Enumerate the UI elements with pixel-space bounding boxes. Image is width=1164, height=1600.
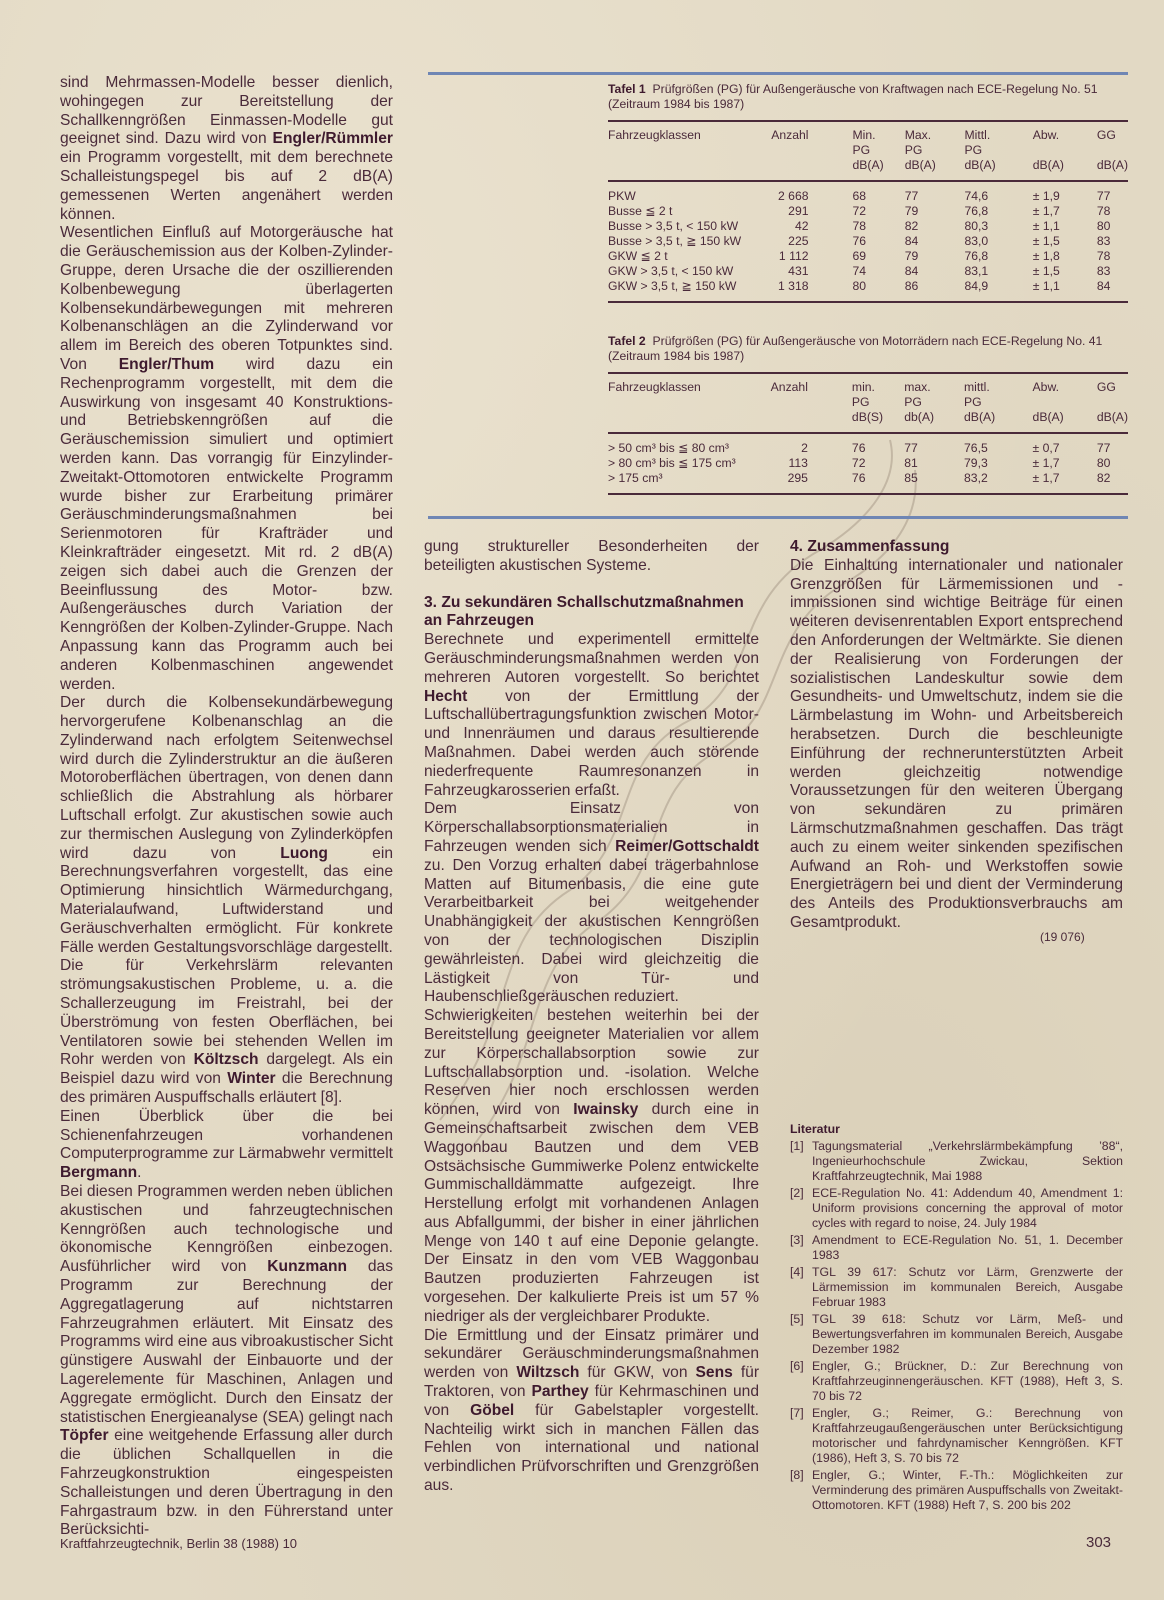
table-cell: 83	[1096, 264, 1111, 278]
author-name: Luong	[280, 844, 328, 862]
table-cell: > 50 cm³ bis ≦ 80 cm³	[608, 441, 729, 455]
table-label: Tafel 1	[608, 82, 646, 96]
reference-text: Engler, G.; Brückner, D.: Zur Berechnung von Kraftfahrzeuginnengeräuschen. KFT (1988), Heft 3, S. 70 bis 72	[812, 1359, 1123, 1403]
table-cell: 83,0	[964, 234, 989, 248]
reference-item	[790, 1359, 1123, 1404]
table-cell: 80,3	[964, 219, 989, 233]
table-row	[608, 219, 1128, 234]
reference-text: Amendment to ECE-Regulation No. 51, 1. December 1983	[812, 1233, 1123, 1262]
table-cell: 69	[852, 249, 867, 263]
text-run: durch eine in Gemeinschaftsarbeit zwischen dem VEB Waggonbau Bautzen und dem VEB Ostsächsische Gummiwerke Polenz entwickelte Gummischalldämmatte aufgezeigt. Ihre Herstellung erfolgt mit vorhandenen Anlagen aus Abfallgummi, der bisher in einer jährlichen Menge von 140 t auf eine Deponie gelangte. Der Einsatz in den vom VEB Waggonbau Bautzen produzierten Fahrzeugen ist vorgesehen. Der kalkulierte Preis ist um 57 % niedriger als der vergleichbarer Produkte.	[424, 1101, 759, 1325]
table-cell: 431	[788, 264, 809, 278]
column-header: Anzahl	[755, 121, 830, 181]
column-header: GG dB(A)	[1097, 373, 1128, 433]
text-run: sind Mehrmassen-Modelle besser dienlich, wohingegen zur Bereitstellung der Schallkenngrößen Einmassen-Modelle gut geeignet sind. Dazu wird von	[60, 74, 393, 148]
table-cell: 85	[904, 471, 964, 494]
table-cell: 72	[852, 204, 867, 218]
paragraph	[790, 557, 1123, 933]
text-run: Die Einhaltung internationaler und nationaler Grenzgrößen für Lärmemissionen und -immissionen sind wichtige Beiträge für einen weiteren devisenrentablen Export entsprechend den Anforderungen der Weltmärkte. Sie dienen der Realisierung von Forderungen der sozialistischen Landeskultur sowie dem Gesundheits- und Umweltschutz, indem sie die Lärmbelastung im Wohn- und Arbeitsbereich herabsetzen. Durch die beschleunigte Einführung der rechnerunterstützten Arbeit werden gleichzeitig notwendige Voraussetzungen für den weiteren Übergang von sekundären zu primären Lärmschutzmaßnahmen geschaffen. Das trägt auch zu einem weiter sinkenden spezifischen Aufwand an Roh- und Werkstoffen sowie Energieträgern bei und dient der Verminderung des Anteils des Produktionsverbrauchs am Gesamtprodukt.	[790, 556, 1123, 931]
paragraph	[60, 74, 393, 224]
column-2	[424, 538, 759, 1496]
table-row	[608, 234, 1128, 249]
table-cell: 68	[852, 189, 867, 203]
table-cell: 77	[904, 441, 918, 455]
reference-text: TGL 39 617: Schutz vor Lärm, Grenzwerte der Lärmemission im kommunalen Bereich, Ausgabe Februar 1983	[812, 1265, 1123, 1309]
table-row	[608, 181, 1128, 204]
table-caption	[608, 82, 1128, 112]
table-cell: 76	[852, 234, 867, 248]
reference-number: [3]	[790, 1233, 804, 1247]
table-header-row	[608, 121, 1128, 181]
text-run: Dem Einsatz von Körperschallabsorptionsmaterialien in Fahrzeugen wenden sich	[424, 800, 759, 855]
table-cell: ± 1,7	[1032, 456, 1060, 470]
reference-number: [7]	[790, 1406, 804, 1420]
text-run: dargelegt. Als ein Beispiel dazu wird von	[60, 1051, 393, 1088]
text-run: zu. Den Vorzug erhalten dabei trägerbahnlose Matten auf Bitumenbasis, die eine gute Verarbeitbarkeit bei weitgehender Unabhängigkeit der akustischen Kenngrößen von der technologischen Disziplin gewährleisten. Dabei wird gleichzeitig die Lästigkeit von Tür- und Haubenschließgeräuschen reduziert.	[424, 856, 759, 1006]
reference-item	[790, 1312, 1123, 1357]
table-cell: 291	[788, 204, 809, 218]
reference-item	[790, 1265, 1123, 1310]
table-header-row	[608, 373, 1128, 433]
reference-item	[790, 1406, 1123, 1466]
column-2-body	[424, 631, 759, 1496]
table-cell: 77	[1096, 441, 1111, 455]
table-cell: 80	[831, 279, 905, 302]
author-name: Hecht	[424, 687, 468, 705]
table-cell: 81	[904, 456, 918, 470]
text-run: das Programm zur Berechnung der Aggregatlagerung auf nichtstarren Fahrzeugrahmen erläutert. Mit Einsatz des Programms wird eine aus vibroakustischer Sicht günstigere Auswahl der Einbauorte und der Lagerelemente für Maschinen, Anlagen und Aggregate ermöglicht. Durch den Einsatz der statistischen Energieanalyse (SEA) gelingt nach	[60, 1258, 393, 1426]
reference-item	[790, 1186, 1123, 1231]
column-header: Abw. dB(A)	[1033, 121, 1097, 181]
text-run: für Kehrmaschinen und von	[424, 1383, 760, 1419]
table-cell: 82	[1097, 471, 1128, 494]
table-cell: GKW > 3,5 t, < 150 kW	[608, 264, 734, 278]
text-run: für Gabelstapler vorgestellt. Nachteilig wirkt sich in manchen Fällen das Fehlen von international und national verbindlichen Prüfvorschriften und Grenzgrößen aus.	[424, 1401, 759, 1495]
table-cell: > 80 cm³ bis ≦ 175 cm³	[608, 456, 736, 470]
spacer	[424, 576, 759, 594]
table-cell: 295	[755, 471, 830, 494]
reference-text: Tagungsmaterial „Verkehrslärmbekämpfung ’88“, Ingenieurhochschule Zwickau, Sektion Kraftfahrzeugtechnik, Mai 1988	[812, 1139, 1123, 1183]
text-run: Schwierigkeiten bestehen weiterhin bei der Bereitstellung geeigneter Materialien vor allem zur Körperschallabsorption sowie zur Luftschallabsorption und. -isolation. Welche Reserven hier noch erschlossen werden können, wird von	[424, 1007, 759, 1119]
table-cell: 79	[904, 204, 919, 218]
reference-item	[790, 1139, 1123, 1184]
column-header: Fahrzeugklassen	[608, 373, 755, 433]
section-heading-3: 3. Zu sekundären Schallschutzmaßnahmen an Fahrzeugen	[424, 593, 744, 630]
author-name: Bergmann	[60, 1164, 138, 1182]
reference-number: [4]	[790, 1265, 804, 1279]
table-row	[608, 433, 1128, 456]
table-cell: 2	[801, 441, 808, 455]
column-header: Anzahl	[755, 373, 830, 433]
author-name: Göbel	[470, 1401, 515, 1419]
table-cell: 84,9	[964, 279, 1032, 302]
reference-number: [6]	[790, 1359, 804, 1373]
paragraph	[424, 1327, 759, 1496]
text-run: eine weitgehende Erfassung aller durch die üblichen Schallquellen in die Fahrzeugkonstruktion eingespeisten Schalleistungen und deren Übertragung in den Fahrgastraum bzw. in den Führerstand unter Berücksichti-	[60, 1427, 393, 1539]
paragraph	[60, 1183, 393, 1540]
table-cell: 113	[788, 456, 808, 470]
table-cell: 225	[788, 234, 809, 248]
table-cell: 77	[1096, 189, 1111, 203]
paragraph	[424, 538, 759, 576]
text-run: Die Ermittlung und der Einsatz primärer und sekundärer Geräuschminderungsmaßnahmen werden von	[424, 1326, 759, 1382]
text-run: ein Berechnungsverfahren vorgestellt, das eine Optimierung hinsichtlich Wärmedurchgang, Materialaufwand, Luftwiderstand und Geräuschverhalten ermöglicht. Für konkrete Fälle werden Gestaltungsvorschläge dargestellt.	[60, 844, 393, 956]
column-1	[60, 74, 393, 1540]
table-cell: 2 668	[778, 189, 809, 203]
table-cell: 84	[904, 264, 919, 278]
table-cell: 79	[904, 249, 919, 263]
table-cell: 79,3	[964, 456, 988, 470]
reference-text: Engler, G.; Winter, F.-Th.: Möglichkeiten zur Verminderung des primären Auspuffschalls von Zweitakt-Ottomotoren. KFT (1988) Heft 7, S. 200 bis 202	[812, 1468, 1123, 1512]
reference-text: ECE-Regulation No. 41: Addendum 40, Amendment 1: Uniform provisions concerning the approval of motor cycles with regard to noise, 24. July 1984	[812, 1186, 1123, 1230]
table-row	[608, 249, 1128, 264]
table-cell: PKW	[608, 189, 636, 203]
table-cell: 83,2	[964, 471, 1033, 494]
table-cell: 84	[1097, 279, 1128, 302]
table-cell: ± 1,5	[1032, 264, 1060, 278]
text-run: Der durch die Kolbensekundärbewegung hervorgerufene Kolbenanschlag an die Zylinderwand nach erfolgtem Seitenwechsel wird durch die Zylinderstruktur an die äußeren Motoroberflächen übertragen, von denen dann schließlich die Abstrahlung als hörbarer Luftschall erfolgt. Zur akustischen sowie auch zur thermischen Auslegung von Zylinderköpfen wird dazu von	[60, 694, 393, 862]
column-2-intro	[424, 538, 759, 576]
column-header: mittl. PG dB(A)	[964, 373, 1033, 433]
table-cell: 84	[904, 234, 919, 248]
tables-box	[428, 72, 1128, 519]
table-cell: ± 1,8	[1032, 249, 1060, 263]
text-run: gung struktureller Besonderheiten der beteiligten akustischen Systeme.	[424, 538, 759, 574]
column-header: Min. PG dB(A)	[831, 121, 905, 181]
reference-text: Engler, G.; Reimer, G.: Berechnung von Kraftfahrzeugaußengeräuschen unter Berücksichtigung motorischer und fahrdynamischer Kenngrößen. KFT (1986), Heft 3, S. 70 bis 72	[812, 1406, 1123, 1465]
table-cell: 74,6	[964, 189, 989, 203]
author-name: Wiltzsch	[516, 1364, 580, 1382]
table-cell: Busse > 3,5 t, ≧ 150 kW	[608, 234, 742, 248]
column-3-body	[790, 557, 1123, 933]
table-cell: 78	[852, 219, 867, 233]
column-header: Mittl. PG dB(A)	[964, 121, 1032, 181]
table-tafel-1	[608, 82, 1128, 303]
column-header: min. PG dB(S)	[830, 373, 904, 433]
table-cell: Busse > 3,5 t, < 150 kW	[608, 219, 739, 233]
table-cell: 80	[1096, 456, 1111, 470]
footer-journal-citation: Kraftfahrzeugtechnik, Berlin 38 (1988) 10	[60, 1536, 298, 1551]
table-cell: 77	[904, 189, 919, 203]
table-cell: 76	[851, 441, 866, 455]
author-name: Engler/Rümmler	[272, 130, 393, 148]
text-run: von der Ermittlung der Luftschallübertragungsfunktion zwischen Motor- und Innenräumen und daraus resultierende Maßnahmen. Dabei werden auch störende niederfrequente Raumresonanzen in Fahrzeugkarosserien erfaßt.	[424, 687, 759, 799]
references	[790, 1122, 1123, 1515]
table-cell: 76,8	[964, 249, 989, 263]
text-run: Berechnete und experimentell ermittelte Geräuschminderungsmaßnahmen werden von mehreren Autoren vorgestellt. So berichtet	[424, 631, 759, 686]
table-caption	[608, 334, 1128, 364]
table-cell: 78	[1096, 249, 1111, 263]
table-cell: 1 112	[778, 249, 809, 263]
text-run: die Berechnung des primären Auspuffschalls erläutert [8].	[60, 1070, 393, 1107]
bottom-blue-rule	[428, 516, 1128, 519]
table-cell: ± 1,5	[1032, 234, 1060, 248]
reference-number: [2]	[790, 1186, 804, 1200]
author-name: Költzsch	[193, 1051, 259, 1069]
table-caption-text: Prüfgrößen (PG) für Außengeräusche von Motorrädern nach ECE-Regelung No. 41 (Zeitraum 1984 bis 1987)	[608, 334, 1103, 363]
table-cell: 1 318	[755, 279, 830, 302]
paragraph	[60, 694, 393, 957]
column-header: Abw. dB(A)	[1033, 373, 1097, 433]
author-name: Kunzmann	[267, 1258, 347, 1276]
table-cell: 80	[1096, 219, 1111, 233]
author-name: Parthey	[531, 1383, 589, 1401]
column-header: Max. PG dB(A)	[905, 121, 965, 181]
article-code: (19 076)	[1040, 930, 1085, 944]
table-tafel-2	[608, 334, 1128, 495]
text-run: Wesentlichen Einfluß auf Motorgeräusche hat die Geräuschemission aus der Kolben-Zylinder-Gruppe, deren Ursache die der oszillierenden Kolbenbewegung überlagerten Kolbensekundärbewegungen mit mehreren Kolbenanschlägen an die Zylinderwand vor allem im Bereich des oberen Totpunktes sind. Von	[60, 224, 393, 373]
table-row	[608, 471, 1128, 494]
table-cell: 76	[830, 471, 904, 494]
paragraph	[60, 957, 393, 1107]
table-cell: 78	[1096, 204, 1111, 218]
text-run: .	[137, 1164, 142, 1182]
table-cell: 82	[904, 219, 919, 233]
column-header: Fahrzeugklassen	[608, 121, 755, 181]
references-heading: Literatur	[790, 1122, 840, 1136]
column-3	[790, 538, 1123, 933]
data-table	[608, 372, 1128, 495]
table-cell: Busse ≦ 2 t	[608, 204, 673, 218]
table-cell: 42	[794, 219, 809, 233]
table-row	[608, 204, 1128, 219]
reference-item	[790, 1468, 1123, 1513]
text-run: Einen Überblick über die bei Schienenfahrzeugen vorhandenen Computerprogramme zur Lärmabwehr vermittelt	[60, 1107, 393, 1163]
table-cell: ± 1,1	[1032, 219, 1060, 233]
table-cell: 74	[852, 264, 867, 278]
paragraph	[60, 1108, 393, 1183]
table-row	[608, 456, 1128, 471]
paragraph	[424, 631, 759, 800]
paragraph	[424, 800, 759, 1007]
reference-item	[790, 1233, 1123, 1263]
section-heading-4: 4. Zusammenfassung	[790, 538, 950, 555]
table-cell: GKW > 3,5 t, ≧ 150 kW	[608, 279, 755, 302]
reference-number: [8]	[790, 1468, 804, 1482]
table-cell: 83,1	[964, 264, 989, 278]
table-label: Tafel 2	[608, 334, 646, 348]
references-list	[790, 1139, 1123, 1513]
table-cell: 76,5	[964, 441, 988, 455]
column-header: GG dB(A)	[1097, 121, 1128, 181]
column-header: max. PG db(A)	[904, 373, 964, 433]
author-name: Winter	[227, 1070, 276, 1088]
author-name: Sens	[695, 1364, 733, 1382]
table-row	[608, 279, 1128, 302]
author-name: Iwainsky	[573, 1101, 639, 1119]
paragraph	[424, 1007, 759, 1327]
author-name: Engler/Thum	[118, 355, 215, 373]
reference-number: [5]	[790, 1312, 804, 1326]
table-cell: 86	[905, 279, 965, 302]
text-run: ein Programm vorgestellt, mit dem berechnete Schalleistungspegel bis auf 2 dB(A) gemessenen Werten angenähert werden können.	[60, 149, 393, 223]
table-row	[608, 264, 1128, 279]
table-cell: 83	[1096, 234, 1111, 248]
table-cell: 72	[851, 456, 866, 470]
paragraph	[60, 224, 393, 694]
table-cell: ± 0,7	[1032, 441, 1060, 455]
table-cell: 76,8	[964, 204, 989, 218]
data-table	[608, 120, 1128, 303]
author-name: Reimer/Gottschaldt	[615, 837, 759, 855]
table-cell: ± 1,9	[1032, 189, 1060, 203]
reference-text: TGL 39 618: Schutz vor Lärm, Meß- und Bewertungsverfahren im kommunalen Bereich, Ausgabe Dezember 1982	[812, 1312, 1123, 1356]
text-run: wird dazu ein Rechenprogramm vorgestellt, mit dem die Auswirkung von insgesamt 40 Konstruktions- und Betriebskenngrößen auf die Geräuschemission simuliert und optimiert werden kann. Das vorrangig für Einzylinder-Zweitakt-Ottomotoren entwickelte Programm wurde bisher zur Erarbeitung primärer Geräuschminderungsmaßnahmen bei Serienmotoren für Krafträder und Kleinkrafträder eingesetzt. Mit rd. 2 dB(A) zeigen sich dabei auch die Grenzen der Beeinflussung des Motor- bzw. Außengeräusches durch Variation der Kenngrößen der Kolben-Zylinder-Gruppe. Nach Anpassung kann das Programm auch bei anderen Kolbenmaschinen angewendet werden.	[60, 355, 393, 693]
text-run: für GKW, von	[579, 1364, 696, 1382]
text-run: Die für Verkehrslärm relevanten strömungsakustischen Probleme, u. a. die Schallerzeugung im Freistrahl, bei der Überströmung von festen Oberflächen, bei Ventilatoren sowie bei stehenden Wellen im Rohr werden von	[60, 957, 393, 1069]
table-cell: GKW ≦ 2 t	[608, 249, 668, 263]
page-number: 303	[1086, 1534, 1112, 1551]
table-cell: > 175 cm³	[608, 471, 755, 494]
table-cell: ± 1,7	[1032, 204, 1060, 218]
author-name: Töpfer	[60, 1427, 109, 1445]
reference-number: [1]	[790, 1139, 804, 1153]
table-cell: ± 1,7	[1033, 471, 1097, 494]
top-blue-rule	[428, 72, 1128, 75]
table-caption-text: Prüfgrößen (PG) für Außengeräusche von Kraftwagen nach ECE-Regelung No. 51 (Zeitraum 1984 bis 1987)	[608, 82, 1098, 111]
table-cell: ± 1,1	[1033, 279, 1097, 302]
text-run: für Traktoren, von	[424, 1364, 760, 1401]
text-run: Bei diesen Programmen werden neben üblichen akustischen und fahrzeugtechnischen Kenngrößen auch technologische und ökonomische Kenngrößen einbezogen. Ausführlicher wird von	[60, 1183, 393, 1276]
